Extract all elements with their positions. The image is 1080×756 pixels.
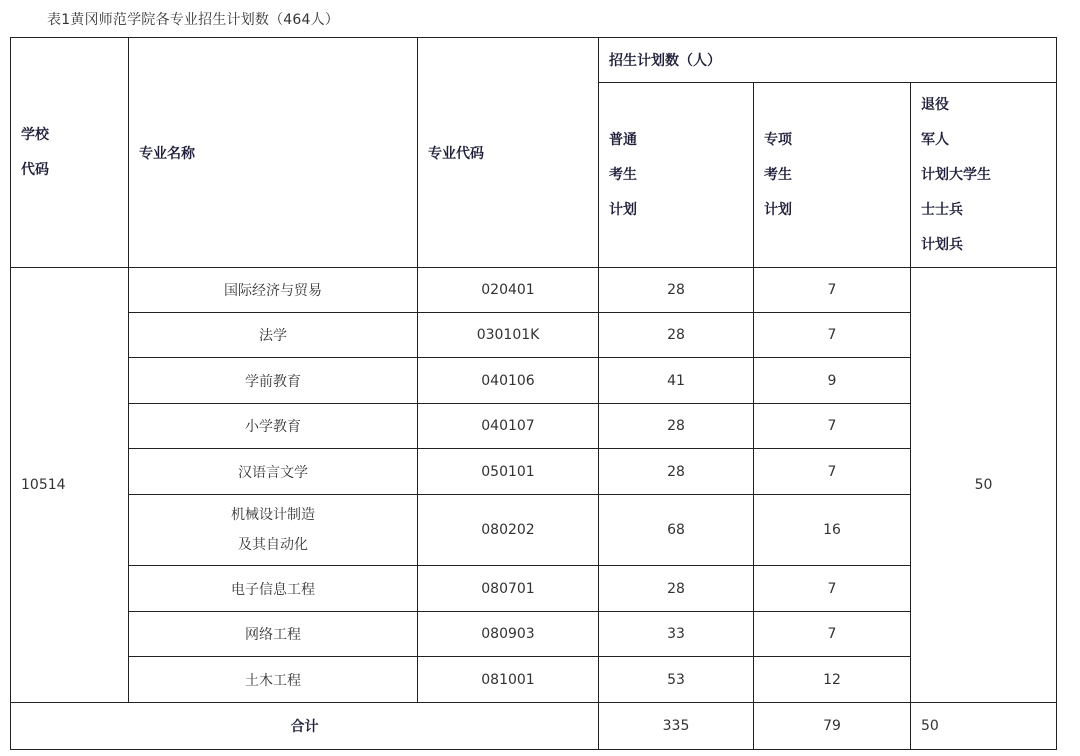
special-plan-cell: 7 [754,268,911,313]
general-plan-cell: 28 [599,268,754,313]
major-code-cell: 081001 [418,657,599,703]
major-code-cell: 080202 [418,495,599,566]
header-school-code: 学校 代码 [11,38,129,268]
major-name-cell: 电子信息工程 [129,566,418,612]
header-major-code: 专业代码 [418,38,599,268]
major-code-cell: 020401 [418,268,599,313]
major-code-cell: 080701 [418,566,599,612]
major-code-cell: 030101K [418,313,599,358]
major-name-cell: 学前教育 [129,358,418,404]
major-code-cell: 080903 [418,612,599,657]
major-code-cell: 050101 [418,449,599,495]
enrollment-plan-table [10,37,1057,750]
general-plan-cell: 28 [599,449,754,495]
special-plan-cell: 7 [754,404,911,449]
major-name-cell: 法学 [129,313,418,358]
general-plan-cell: 28 [599,566,754,612]
total-general-cell: 335 [599,703,754,750]
major-name-cell: 网络工程 [129,612,418,657]
table-row [11,612,1057,657]
table-row [11,449,1057,495]
special-plan-cell: 16 [754,495,911,566]
special-plan-cell: 12 [754,657,911,703]
table-row [11,313,1057,358]
major-name-cell: 机械设计制造 及其自动化 [129,495,418,566]
special-plan-cell: 7 [754,612,911,657]
total-row [11,703,1057,750]
general-plan-cell: 53 [599,657,754,703]
header-special-plan: 专项 考生 计划 [754,83,911,268]
general-plan-cell: 41 [599,358,754,404]
major-name-cell: 小学教育 [129,404,418,449]
general-plan-cell: 28 [599,404,754,449]
header-plan-total: 招生计划数（人） [599,38,1057,83]
header-row-1 [11,38,1057,83]
veteran-plan-cell: 50 [911,268,1057,703]
table-row [11,404,1057,449]
table-row [11,566,1057,612]
special-plan-cell: 9 [754,358,911,404]
total-special-cell: 79 [754,703,911,750]
school-code-cell: 10514 [11,268,129,703]
special-plan-cell: 7 [754,449,911,495]
table-caption: 表1黄冈师范学院各专业招生计划数（464人） [47,12,340,28]
major-name-cell: 汉语言文学 [129,449,418,495]
total-label-cell: 合计 [11,703,599,750]
special-plan-cell: 7 [754,566,911,612]
header-major-name: 专业名称 [129,38,418,268]
table-row [11,358,1057,404]
major-name-cell: 国际经济与贸易 [129,268,418,313]
table-row [11,495,1057,566]
general-plan-cell: 68 [599,495,754,566]
header-veteran-plan: 退役 军人 计划大学生 士士兵 计划兵 [911,83,1057,268]
header-general-plan: 普通 考生 计划 [599,83,754,268]
major-code-cell: 040107 [418,404,599,449]
major-name-cell: 土木工程 [129,657,418,703]
special-plan-cell: 7 [754,313,911,358]
general-plan-cell: 33 [599,612,754,657]
table-row [11,268,1057,313]
total-veteran-cell: 50 [911,703,1057,750]
major-code-cell: 040106 [418,358,599,404]
general-plan-cell: 28 [599,313,754,358]
table-row [11,657,1057,703]
